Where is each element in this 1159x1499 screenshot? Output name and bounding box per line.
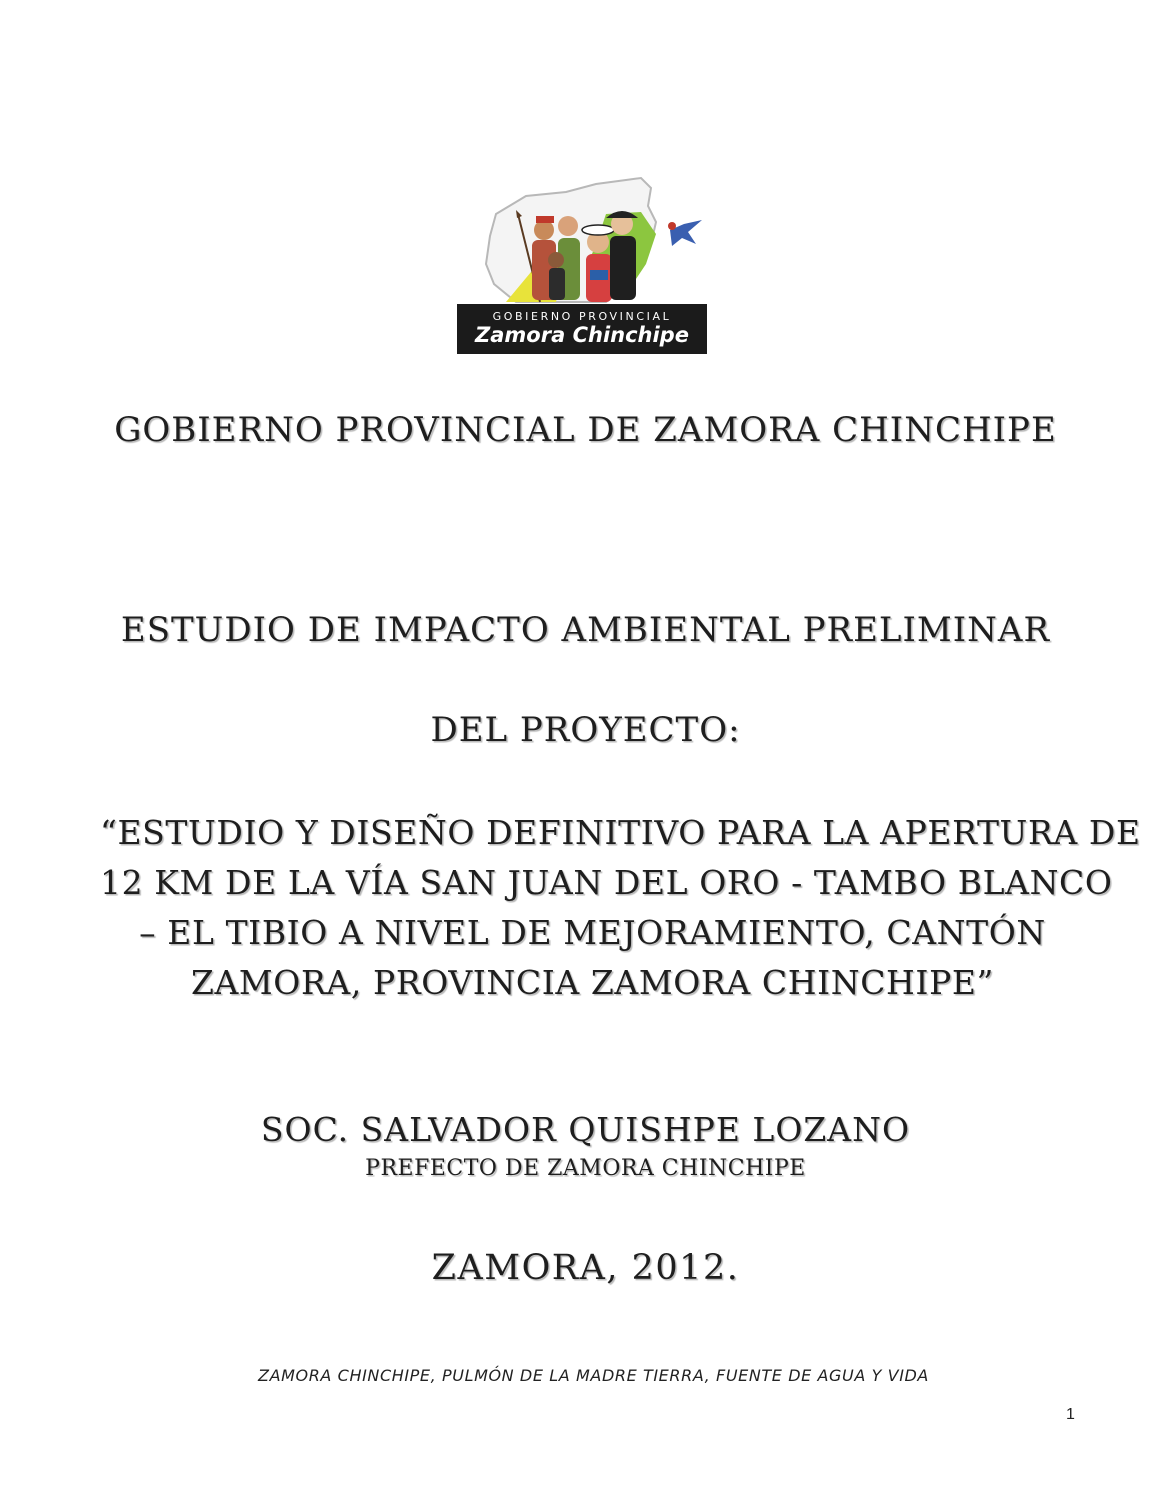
author-role: PREFECTO DE ZAMORA CHINCHIPE — [365, 1156, 806, 1181]
project-title-line: “ESTUDIO Y DISEÑO DEFINITIVO PARA LA APERTURA DE — [100, 813, 1141, 852]
institution-heading: GOBIERNO PROVINCIAL DE ZAMORA CHINCHIPE — [114, 410, 1057, 450]
project-title-line: ZAMORA, PROVINCIA ZAMORA CHINCHIPE” — [190, 963, 995, 1002]
study-title: ESTUDIO DE IMPACTO AMBIENTAL PRELIMINAR — [120, 610, 1051, 650]
logo-line-1: GOBIERNO PROVINCIAL — [492, 310, 672, 323]
project-title-line: – EL TIBIO A NIVEL DE MEJORAMIENTO, CANTÓN — [139, 913, 1046, 952]
footer-motto: ZAMORA CHINCHIPE, PULMÓN DE LA MADRE TIERRA, FUENTE DE AGUA Y VIDA — [258, 1366, 929, 1385]
project-title — [100, 808, 1141, 1008]
logo-band — [457, 304, 707, 354]
project-title-line: 12 KM DE LA VÍA SAN JUAN DEL ORO - TAMBO BLANCO — [100, 863, 1113, 902]
person-4-body — [610, 236, 636, 300]
logo-illustration — [456, 174, 708, 306]
project-label: DEL PROYECTO: — [430, 710, 741, 750]
author-name: SOC. SALVADOR QUISHPE LOZANO — [260, 1110, 911, 1149]
child-head — [548, 252, 564, 268]
person-2-head — [558, 216, 578, 236]
logo-line-2: Zamora Chinchipe — [475, 323, 689, 347]
place-date: ZAMORA, 2012. — [431, 1248, 740, 1288]
page-number: 1 — [1066, 1406, 1075, 1423]
provincial-logo — [456, 174, 708, 354]
